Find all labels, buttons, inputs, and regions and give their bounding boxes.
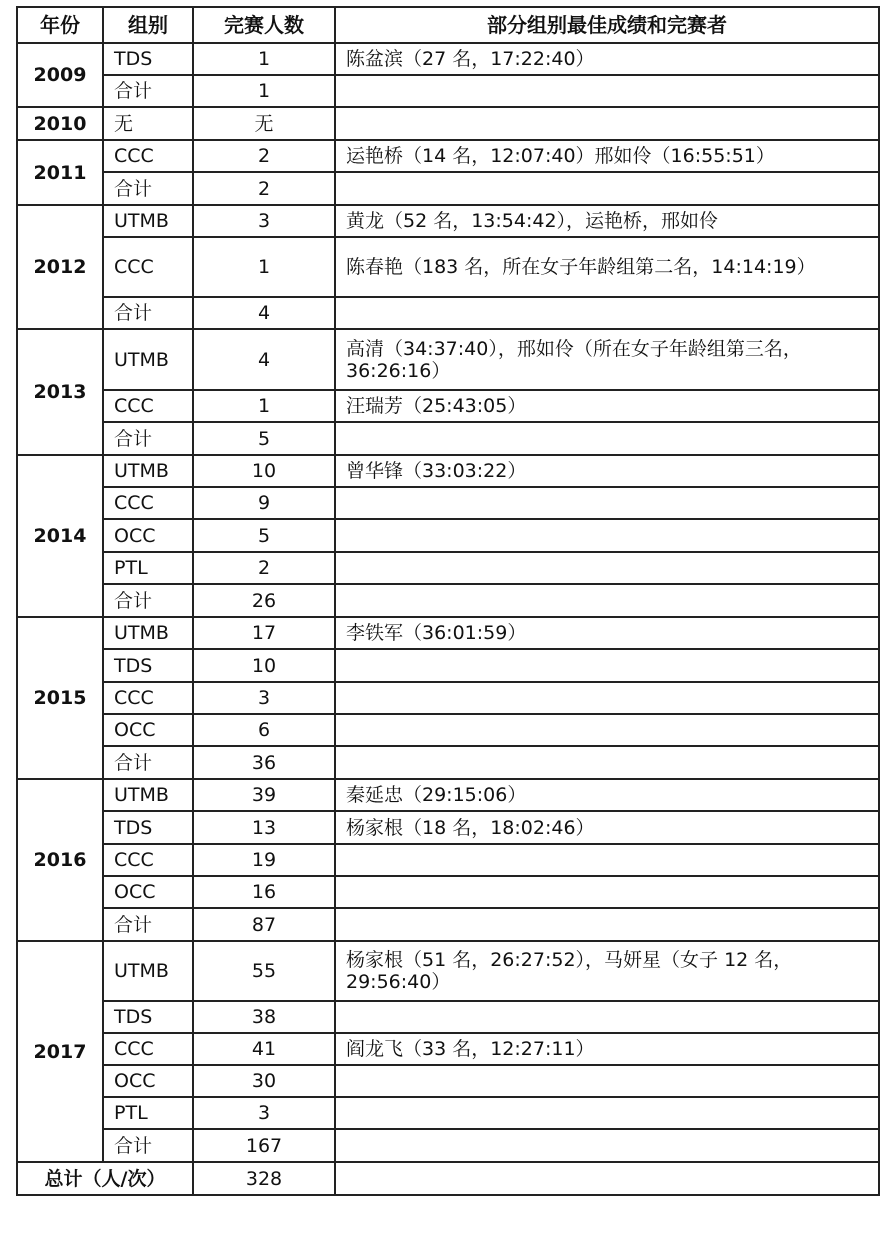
best-result-cell: 高清（34:37:40），邢如伶（所在女子年龄组第三名，36:26:16） <box>335 329 879 390</box>
best-result-cell: 陈春艳（183 名，所在女子年龄组第二名，14:14:19） <box>335 237 879 297</box>
count-cell: 38 <box>193 1001 335 1033</box>
count-cell: 4 <box>193 297 335 329</box>
table-row <box>17 617 879 649</box>
table-row <box>17 844 879 876</box>
table-row <box>17 908 879 941</box>
count-cell: 9 <box>193 487 335 519</box>
group-cell: CCC <box>103 1033 193 1065</box>
table-row <box>17 1001 879 1033</box>
best-result-cell: 阎龙飞（33 名，12:27:11） <box>335 1033 879 1065</box>
group-cell: 合计 <box>103 75 193 107</box>
count-cell: 19 <box>193 844 335 876</box>
group-cell: TDS <box>103 811 193 844</box>
group-cell: CCC <box>103 390 193 422</box>
count-cell: 55 <box>193 941 335 1001</box>
year-cell: 2011 <box>17 140 103 205</box>
best-result-cell <box>335 1129 879 1162</box>
best-result-cell <box>335 908 879 941</box>
table-row <box>17 487 879 519</box>
year-cell: 2014 <box>17 455 103 617</box>
count-cell: 39 <box>193 779 335 811</box>
total-note-cell <box>335 1162 879 1195</box>
best-result-cell <box>335 487 879 519</box>
best-result-cell <box>335 1065 879 1097</box>
best-result-cell: 汪瑞芳（25:43:05） <box>335 390 879 422</box>
group-cell: UTMB <box>103 205 193 237</box>
best-result-cell <box>335 584 879 617</box>
table-row <box>17 779 879 811</box>
group-cell: CCC <box>103 140 193 172</box>
group-cell: CCC <box>103 237 193 297</box>
count-cell: 2 <box>193 140 335 172</box>
group-cell: OCC <box>103 714 193 746</box>
header-year: 年份 <box>17 7 103 43</box>
table-row <box>17 714 879 746</box>
best-result-cell <box>335 519 879 552</box>
count-cell: 1 <box>193 43 335 75</box>
table-row <box>17 237 879 297</box>
group-cell: 无 <box>103 107 193 140</box>
total-count: 328 <box>193 1162 335 1195</box>
year-cell: 2009 <box>17 43 103 107</box>
best-result-cell <box>335 297 879 329</box>
table-row <box>17 1097 879 1129</box>
group-cell: UTMB <box>103 779 193 811</box>
count-cell: 3 <box>193 682 335 714</box>
best-result-cell <box>335 552 879 584</box>
table-row <box>17 941 879 1001</box>
group-cell: PTL <box>103 552 193 584</box>
table-row <box>17 455 879 487</box>
table-row <box>17 682 879 714</box>
group-cell: 合计 <box>103 908 193 941</box>
group-cell: OCC <box>103 1065 193 1097</box>
header-group: 组别 <box>103 7 193 43</box>
best-result-cell <box>335 75 879 107</box>
count-cell: 36 <box>193 746 335 779</box>
count-cell: 4 <box>193 329 335 390</box>
year-cell: 2012 <box>17 205 103 329</box>
header-best-results: 部分组别最佳成绩和完赛者 <box>335 7 879 43</box>
count-cell: 1 <box>193 390 335 422</box>
year-cell: 2015 <box>17 617 103 779</box>
count-cell: 10 <box>193 649 335 682</box>
count-cell: 167 <box>193 1129 335 1162</box>
count-cell: 17 <box>193 617 335 649</box>
table-row <box>17 172 879 205</box>
table-row <box>17 552 879 584</box>
table-row <box>17 329 879 390</box>
table-row <box>17 519 879 552</box>
best-result-cell: 李铁军（36:01:59） <box>335 617 879 649</box>
count-cell: 16 <box>193 876 335 908</box>
best-result-cell: 曾华锋（33:03:22） <box>335 455 879 487</box>
count-cell: 30 <box>193 1065 335 1097</box>
table-row <box>17 140 879 172</box>
best-result-cell <box>335 422 879 455</box>
best-result-cell <box>335 682 879 714</box>
table-row <box>17 107 879 140</box>
table-row <box>17 876 879 908</box>
table-row <box>17 1129 879 1162</box>
best-result-cell: 运艳桥（14 名，12:07:40）邢如伶（16:55:51） <box>335 140 879 172</box>
best-result-cell: 杨家根（18 名，18:02:46） <box>335 811 879 844</box>
table-row <box>17 205 879 237</box>
count-cell: 6 <box>193 714 335 746</box>
group-cell: OCC <box>103 519 193 552</box>
count-cell: 3 <box>193 205 335 237</box>
best-result-cell <box>335 876 879 908</box>
best-result-cell: 黄龙（52 名，13:54:42），运艳桥，邢如伶 <box>335 205 879 237</box>
best-result-cell <box>335 714 879 746</box>
count-cell: 26 <box>193 584 335 617</box>
group-cell: UTMB <box>103 941 193 1001</box>
table-row <box>17 390 879 422</box>
group-cell: UTMB <box>103 455 193 487</box>
total-label: 总计（人/次） <box>17 1162 193 1195</box>
count-cell: 3 <box>193 1097 335 1129</box>
year-cell: 2016 <box>17 779 103 941</box>
header-row <box>17 7 879 43</box>
best-result-cell <box>335 107 879 140</box>
year-cell: 2017 <box>17 941 103 1162</box>
count-cell: 1 <box>193 237 335 297</box>
table-row <box>17 811 879 844</box>
table-row <box>17 584 879 617</box>
best-result-cell <box>335 172 879 205</box>
group-cell: 合计 <box>103 297 193 329</box>
best-result-cell <box>335 746 879 779</box>
group-cell: CCC <box>103 487 193 519</box>
best-result-cell: 陈盆滨（27 名，17:22:40） <box>335 43 879 75</box>
total-row <box>17 1162 879 1195</box>
count-cell: 41 <box>193 1033 335 1065</box>
count-cell: 1 <box>193 75 335 107</box>
table-row <box>17 746 879 779</box>
table-row <box>17 1033 879 1065</box>
table-row <box>17 297 879 329</box>
group-cell: CCC <box>103 682 193 714</box>
count-cell: 2 <box>193 172 335 205</box>
group-cell: 合计 <box>103 584 193 617</box>
count-cell: 2 <box>193 552 335 584</box>
group-cell: UTMB <box>103 617 193 649</box>
group-cell: TDS <box>103 1001 193 1033</box>
group-cell: OCC <box>103 876 193 908</box>
count-cell: 5 <box>193 422 335 455</box>
count-cell: 无 <box>193 107 335 140</box>
header-count: 完赛人数 <box>193 7 335 43</box>
best-result-cell <box>335 844 879 876</box>
group-cell: TDS <box>103 43 193 75</box>
count-cell: 87 <box>193 908 335 941</box>
group-cell: TDS <box>103 649 193 682</box>
best-result-cell <box>335 649 879 682</box>
table-row <box>17 43 879 75</box>
count-cell: 10 <box>193 455 335 487</box>
utmb-finishers-table <box>16 6 880 1196</box>
group-cell: 合计 <box>103 746 193 779</box>
best-result-cell <box>335 1001 879 1033</box>
table-row <box>17 1065 879 1097</box>
best-result-cell: 杨家根（51 名，26:27:52），马妍星（女子 12 名，29:56:40） <box>335 941 879 1001</box>
best-result-cell <box>335 1097 879 1129</box>
group-cell: PTL <box>103 1097 193 1129</box>
count-cell: 13 <box>193 811 335 844</box>
group-cell: 合计 <box>103 172 193 205</box>
year-cell: 2013 <box>17 329 103 455</box>
count-cell: 5 <box>193 519 335 552</box>
group-cell: 合计 <box>103 1129 193 1162</box>
table-row <box>17 422 879 455</box>
table-row <box>17 649 879 682</box>
group-cell: CCC <box>103 844 193 876</box>
year-cell: 2010 <box>17 107 103 140</box>
table-body <box>17 43 879 1195</box>
best-result-cell: 秦延忠（29:15:06） <box>335 779 879 811</box>
table-row <box>17 75 879 107</box>
group-cell: UTMB <box>103 329 193 390</box>
group-cell: 合计 <box>103 422 193 455</box>
